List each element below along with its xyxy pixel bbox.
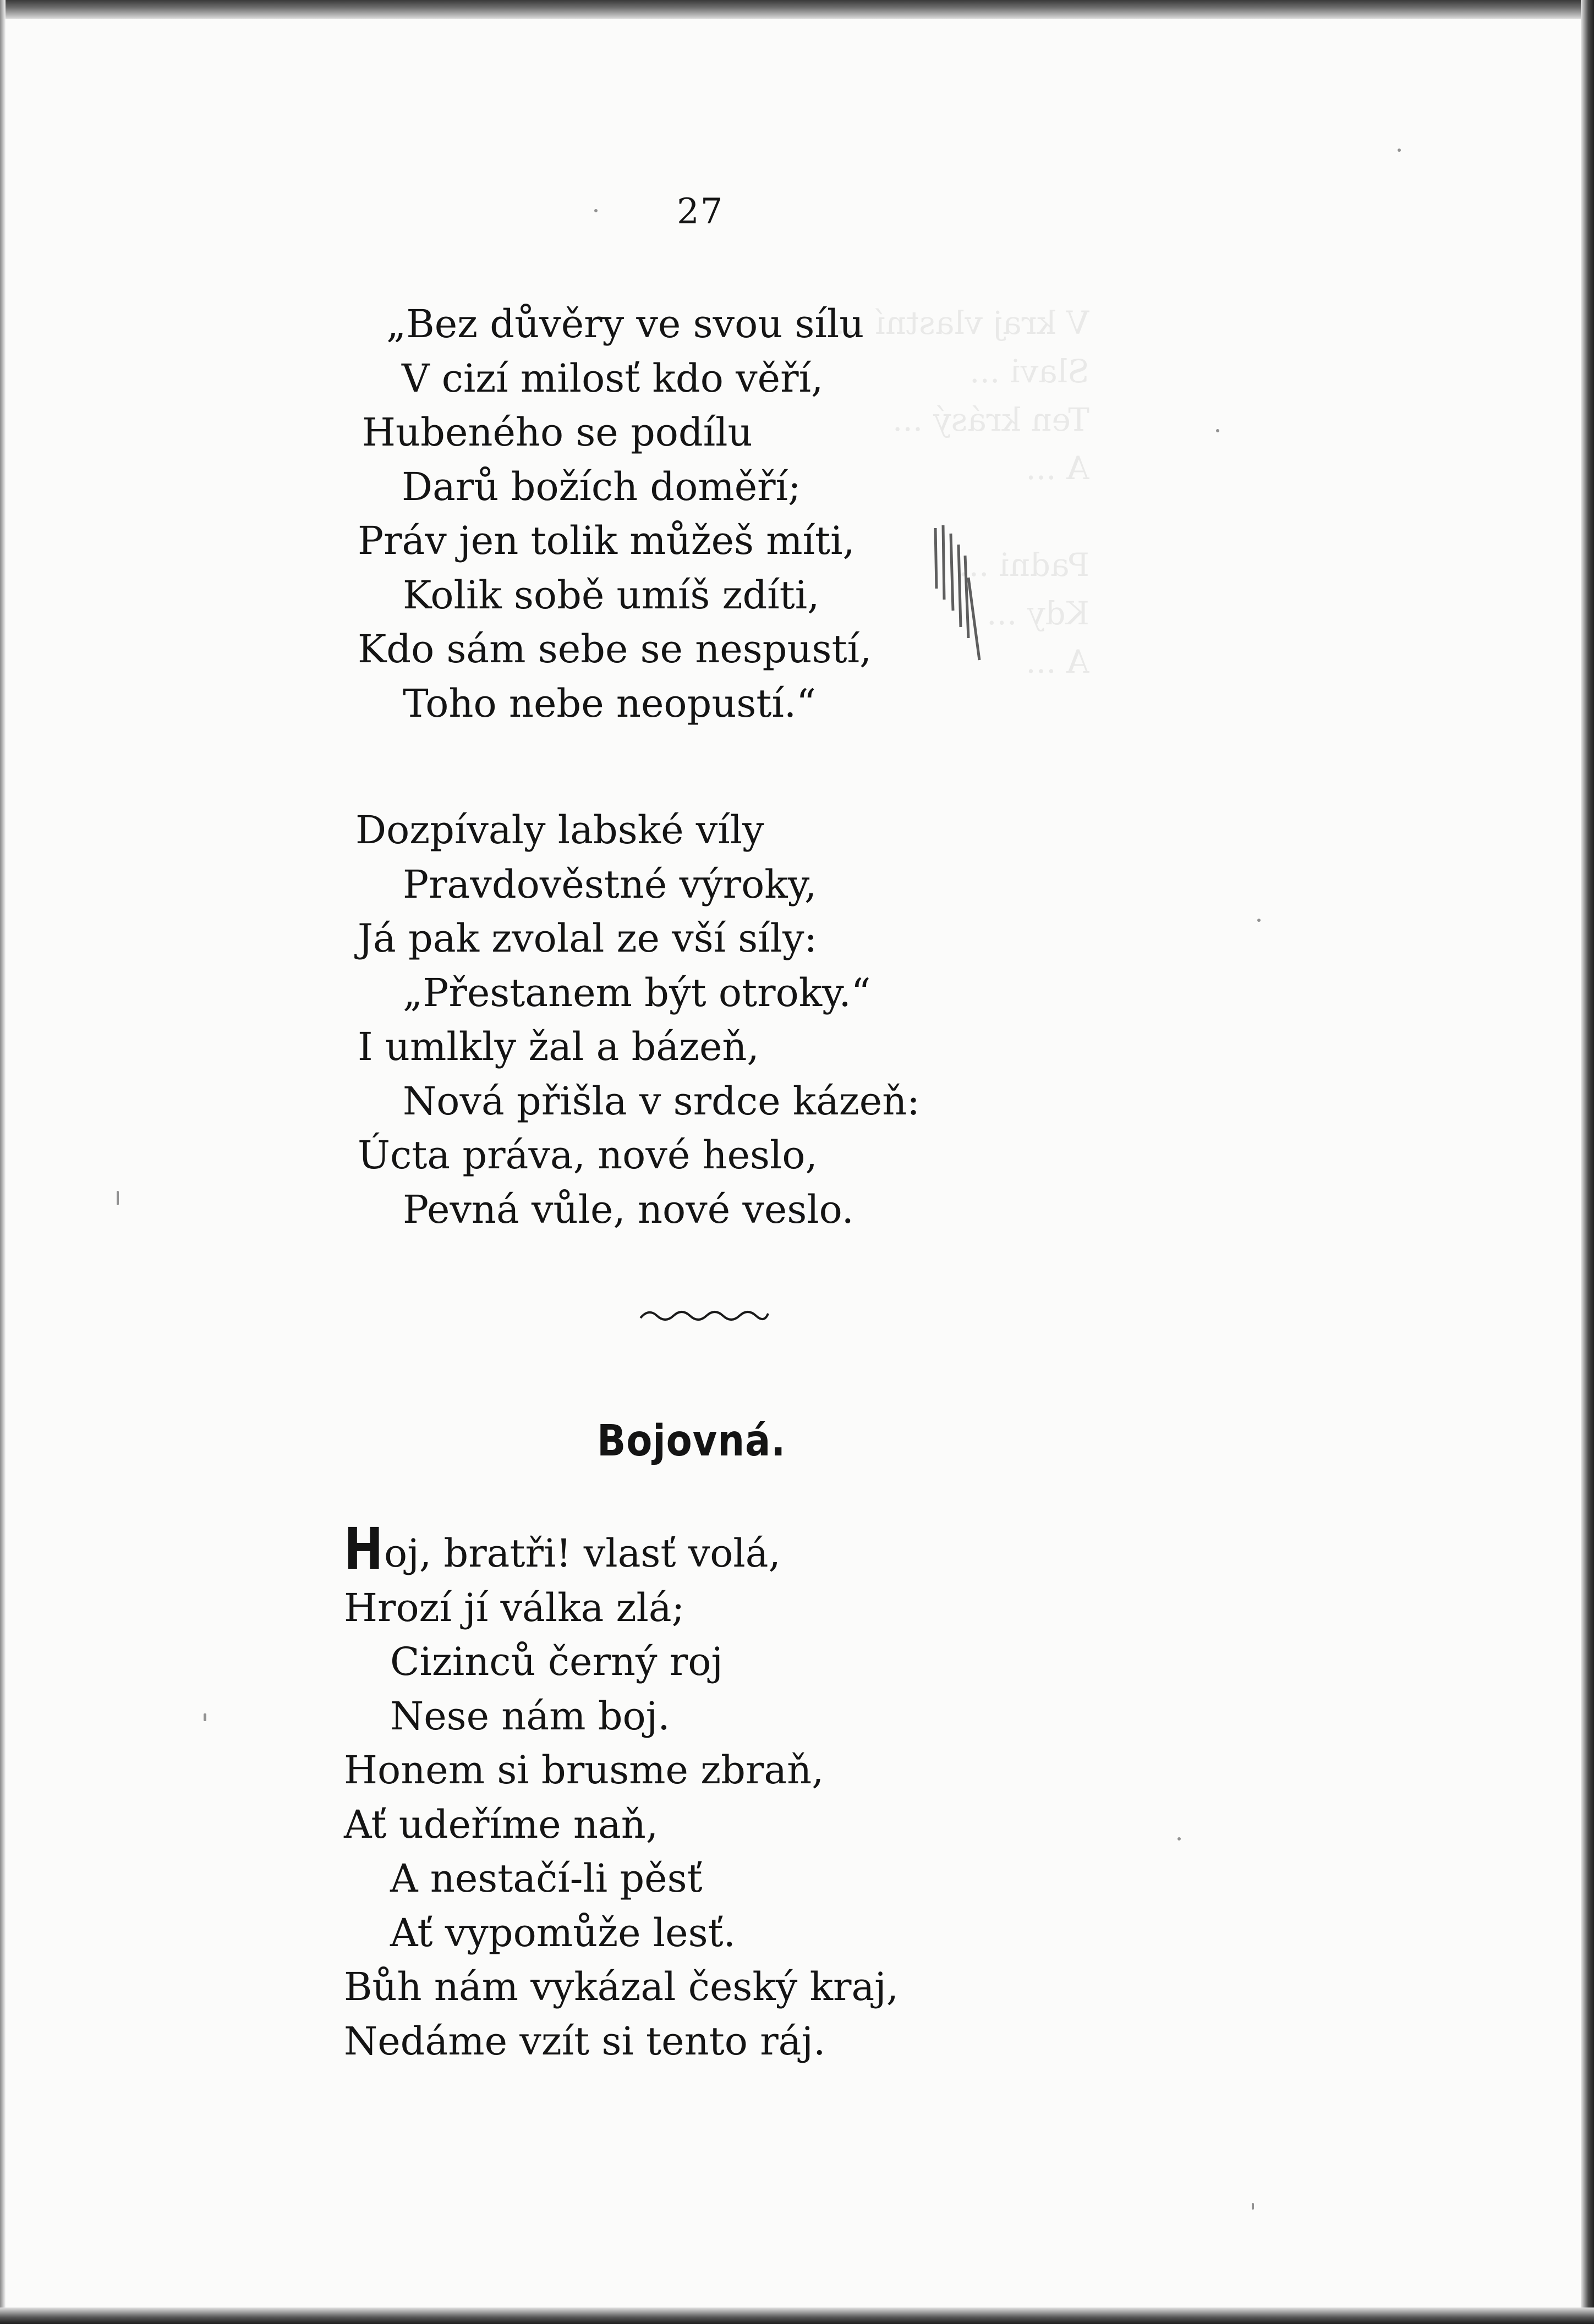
verse-line: A nestačí-li pěsť — [390, 1856, 703, 1901]
stanza-3 — [344, 1515, 899, 2068]
scan-edge-left — [0, 0, 6, 2324]
verse-line: Cizinců černý roj — [390, 1639, 724, 1684]
verse-line: I umlkly žal a bázeň, — [358, 1024, 759, 1069]
scan-speck — [117, 1191, 119, 1205]
poem-title: Bojovná. — [597, 1416, 786, 1466]
drop-cap-letter: H — [344, 1515, 384, 1583]
verse-line: Nedáme vzít si tento ráj. — [344, 2018, 826, 2064]
verse-line: „Bez důvěry ve svou sílu — [386, 301, 864, 347]
scan-speck — [1216, 429, 1219, 432]
verse-line: Nová přišla v srdce kázeň: — [403, 1078, 920, 1124]
page-number: 27 — [677, 191, 724, 232]
verse-line: Já pak zvolal ze vší síly: — [358, 916, 818, 961]
scan-speck — [204, 1713, 206, 1721]
verse-line: Kolik sobě umíš zdíti, — [403, 572, 820, 618]
verse-line: Nese nám boj. — [390, 1693, 670, 1739]
scan-edge-right — [1581, 0, 1594, 2324]
verse-line: V cizí milosť kdo věří, — [402, 355, 824, 401]
stanza-1 — [352, 297, 872, 730]
verse-line: Darů božích doměří; — [402, 464, 801, 509]
scan-speck — [594, 209, 598, 212]
verse-line: Úcta práva, nové heslo, — [358, 1133, 818, 1178]
verse-line: Bůh nám vykázal český kraj, — [344, 1964, 899, 2009]
verse-line: Kdo sám sebe se nespustí, — [358, 627, 872, 672]
verse-line: Toho nebe neopustí.“ — [403, 680, 816, 726]
verse-line: Hubeného se podílu — [362, 410, 753, 455]
verse-line: „Přestanem být otroky.“ — [403, 970, 871, 1015]
scan-speck — [1257, 919, 1261, 922]
verse-line: Pevná vůle, nové veslo. — [403, 1186, 854, 1232]
stanza-2 — [352, 803, 920, 1237]
first-line-text: oj, bratři! vlasť volá, — [384, 1531, 781, 1576]
verse-line: Dozpívaly labské víly — [355, 807, 764, 853]
reverse-page-bleed-through: V kraj vlastní ... Slavi ... Ten krásý ... A ... Padni ... Kdy ... A ... — [835, 304, 1089, 680]
scan-speck — [1177, 1837, 1181, 1840]
margin-ink-hatch-mark — [924, 523, 985, 666]
scan-edge-top — [0, 0, 1594, 19]
verse-line: Pravdověstné výroky, — [403, 861, 817, 907]
verse-line: Honem si brusme zbraň, — [344, 1748, 824, 1793]
scan-speck — [1252, 2203, 1254, 2210]
scan-edge-bottom — [0, 2307, 1594, 2324]
verse-line: Ať vypomůže lesť. — [390, 1910, 736, 1955]
verse-line: Hrozí jí válka zlá; — [344, 1585, 685, 1630]
scan-speck — [1398, 149, 1401, 152]
verse-line-first — [344, 1515, 899, 1583]
wavy-divider-ornament — [638, 1304, 770, 1326]
verse-line: Ať udeříme naň, — [344, 1801, 659, 1847]
verse-line: Práv jen tolik můžeš míti, — [358, 518, 855, 563]
